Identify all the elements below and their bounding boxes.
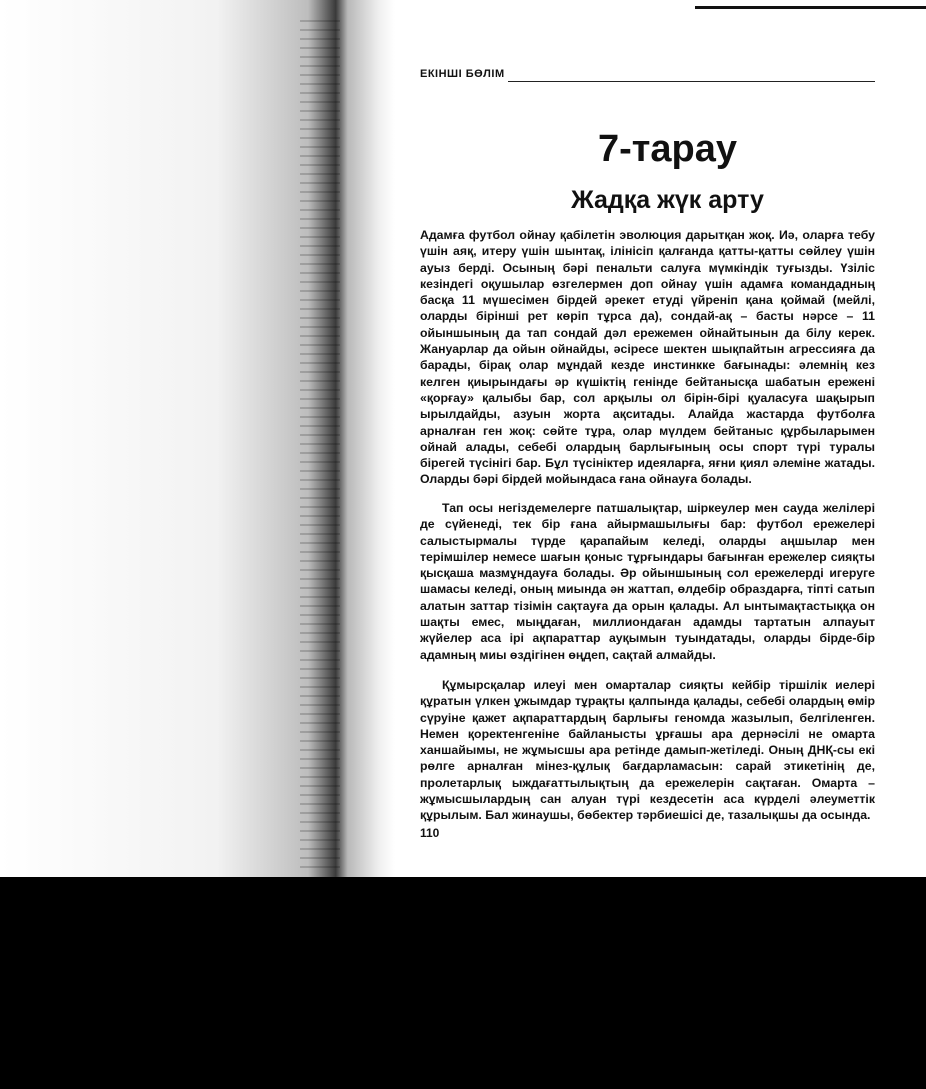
scanner-bottom-band bbox=[0, 877, 926, 1089]
chapter-title: Жадқа жүк арту bbox=[571, 186, 764, 214]
running-head: ЕКІНШІ БӨЛІМ bbox=[420, 68, 505, 80]
chapter-number: 7-тарау bbox=[597, 128, 737, 170]
paragraph-1: Адамға футбол ойнау қабілетін эволюция дарытқан жоқ. Иә, оларға тебу үшін аяқ, итеру үшін шынтақ, ілінісіп қалғанда қатты-қатты сөйлеу үшін ауыз берді. Осының бәрі пенальти салуға мүмкіндік туғызды. Үзіліс кезіндегі оқушылар өзгелермен доп ойнау үшін адамға командадның басқа 11 мүшесімен бірдей әрекет етуді үйреніп қана қоймай (мейлі, оларды бірінші рет көріп тұрса да), сондай-ақ – басты нәрсе – 11 ойыншының да тап сондай дәл ережемен ойнайтынын да білу керек. Жануарлар да ойын ойнайды, әсіресе шектен шықпайтын агрессияға да барады, бірақ олар мұндай кезде инстинкке бағынады: әлемнің кез келген қиырындағы әр күшіктің генінде бейтанысқа шабатын ережені «қорғау» қалыбы бар, сол арқылы ол бірін-бірі қуаласуға шақырып ырылдайды, азуын жорта ақситады. Алайда жастарда футболға арналған ген жоқ: сөйте тұра, олар мүлдем бейтаныс құрбыларымен ойнай алады, себебі олардың барлығының осы спорт түрі туралы бірегей түсінігі бар. Бұл түсініктер идеяларға, яғни қиял әлеміне жатады. Оларды бәрі бірдей мойындаса ғана ойнауға болады. bbox=[420, 228, 875, 487]
paragraph-3: Құмырсқалар илеуі мен омарталар сияқты кейбір тіршілік иелері құратын үлкен ұжымдар тұрақты қалпында қалады, себебі олардың өмір сүруіне қажет ақпараттардың барлығы геномда жазылып, белгіленген. Немен қоректенгеніне байланысты ұрғашы ара дернәсілі не омарта ханшайымы, не жұмысшы ара ретінде дамып-жетіледі. Оның ДНҚ-сы екі рөлге арналған мінез-құлық бағдарламасын: сарай этикетінің де, пролетарлық ыждағаттылықтың да ережелерін сақтаған. Омарта – жұмысшылардың сан алуан түрі кездесетін аса күрделі әлеуметтік құрылым. Бал жинаушы, бөбектер тәрбиешісі де, тазалықшы да осында. bbox=[420, 678, 875, 823]
top-edge-line bbox=[695, 6, 926, 9]
running-head-rule bbox=[508, 81, 875, 82]
spine-noise bbox=[300, 20, 340, 870]
page-number: 110 bbox=[420, 826, 440, 840]
paragraph-2: Тап осы негіздемелерге патшалықтар, шіркеулер мен сауда желілері де сүйенеді, тек бір ғана айырмашылығы бар: футбол ережелері салыстырмалы түрде қарапайым келеді, оларды аңшылар мен терімшілер немесе шағын қоныс тұрғындары бағынған ережелер сияқты қысқаша мазмұндауға болады. Әр ойыншының сол ережелерді игеруге шамасы келеді, оның миында ән жаттап, өлдебір образдарға, тіпті сатып алатын заттар тізімін сақтауға да орын қалады. Ал ынтымақтастыққа он шақты емес, мыңдаған, миллиондаған адамды тартатын алпауыт жүйелер аса ірі ақпараттар ауқымын туындатады, оларды бірде-бір адамның миы өздігінен өңдеп, сақтай алмайды. bbox=[420, 501, 875, 662]
